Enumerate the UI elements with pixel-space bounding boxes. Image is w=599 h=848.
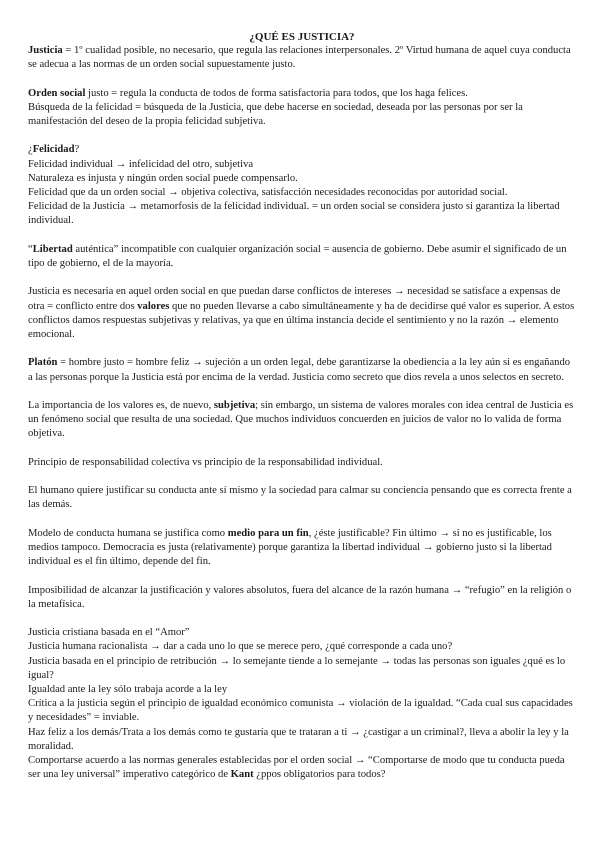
text-segment: Justicia es necesaria en aquel orden social en que puedan darse conflictos de intereses → necesidad se satisface a expensas de otra = conflicto entre dos: [28, 286, 561, 312]
paragraph-block: [28, 527, 576, 570]
document-page: [28, 30, 576, 782]
text-segment: , ¿éste justificable? Fin último → si no es justificable, los medios tampoco. Democracia es justa (relativamente) porque garantiza la libertad individual → gobierno justo si la libertad individual es el fin último, depende del fin.: [28, 527, 552, 568]
paragraph-line: [28, 626, 576, 640]
paragraph-line: [28, 655, 576, 683]
bold-term: medio para un fin: [227, 527, 309, 539]
paragraph-block: [28, 285, 576, 342]
paragraph-block: [28, 44, 576, 72]
text-segment: Imposibilidad de alcanzar la justificación y valores absolutos, fuera del alcance de la razón humana → “refugio” en la religión o la metafísica.: [28, 584, 572, 610]
paragraph-block: [28, 456, 576, 470]
text-segment: Igualdad ante la ley sólo trabaja acorde a la ley: [28, 683, 228, 695]
paragraph-line: [28, 186, 576, 200]
text-segment: ¿: [28, 144, 33, 156]
text-segment: Comportarse acuerdo a las normas generales establecidas por el orden social → “Comportarse de modo que tu conducta pueda ser una ley universal” imperativo categórico de: [28, 754, 565, 781]
paragraph-block: [28, 143, 576, 228]
paragraph-line: [28, 356, 576, 384]
text-segment: ?: [74, 144, 80, 156]
text-segment: justo = regula la conducta de todos de forma satisfactoria para todos, que los haga felices.: [85, 87, 468, 99]
bold-term: Justicia: [28, 45, 63, 56]
text-segment: Modelo de conducta humana se justifica como: [28, 527, 228, 539]
paragraph-block: [28, 87, 576, 130]
text-segment: “: [28, 243, 33, 255]
paragraph-line: [28, 285, 576, 342]
paragraph-block: [28, 399, 576, 442]
paragraph-line: [28, 584, 576, 612]
text-segment: Felicidad que da un orden social → objetiva colectiva, satisfacción necesidades reconocidas por autoridad social.: [28, 187, 508, 198]
paragraph-line: [28, 754, 576, 782]
text-segment: = hombre justo = hombre feliz → sujeción a un orden legal, debe garantizarse la obediencia a la ley aún si es engañando a las personas porque la Justicia está por encima de la verdad. Justicia como secreto que dios revela a unos selectos en secreto.: [28, 357, 571, 383]
text-segment: Felicidad de la Justicia → metamorfosis de la felicidad individual. = un orden social se considera justo si garantiza la libertad individual.: [28, 201, 560, 227]
document-title: ¿QUÉ ES JUSTICIA?: [249, 31, 355, 43]
paragraph-block: [28, 584, 576, 612]
paragraph-line: [28, 172, 576, 186]
paragraph-line: [28, 200, 576, 228]
bold-term: Felicidad: [32, 144, 75, 156]
paragraph-line: [28, 697, 576, 725]
text-segment: auténtica” incompatible con cualquier organización social = ausencia de gobierno. Debe asumir el significado de un tipo de gobierno, el de la mayoría.: [28, 243, 567, 269]
text-segment: El humano quiere justificar su conducta ante sí mismo y la sociedad para calmar su conciencia pensando que es correcta frente a las demás.: [28, 485, 572, 511]
text-segment: Búsqueda de la felicidad = búsqueda de la Justicia, que debe hacerse en sociedad, deseada por las personas por ser la manifestación del deseo de la propia felicidad subjetiva.: [28, 101, 523, 127]
paragraph-block: [28, 626, 576, 782]
text-segment: ; sin embargo, un sistema de valores morales con idea central de Justicia es un fenómeno social que resulta de una sociedad. Que muchos individuos concuerden en juicios de valor no lo valida de forma objetiva.: [28, 399, 574, 440]
paragraph-line: [28, 143, 576, 157]
paragraph-line: [28, 640, 576, 654]
text-segment: ¿ppos obligatorios para todos?: [253, 769, 386, 781]
bold-term: Platón: [28, 357, 58, 369]
text-segment: que no pueden llevarse a cabo simultáneamente y ha de decidirse qué valor es superior. A estos conflictos damos respuestas subjetivas y relativas, ya que en última instancia decide el sentimiento y no la razón → elemento emocional.: [28, 300, 575, 340]
paragraph-line: [28, 683, 576, 697]
paragraph-line: [28, 527, 576, 570]
bold-term: Libertad: [32, 243, 73, 255]
paragraph-line: [28, 158, 576, 172]
paragraph-line: [28, 399, 576, 442]
paragraph-block: [28, 356, 576, 384]
paragraph-line: [28, 484, 576, 512]
bold-term: subjetiva: [213, 399, 256, 411]
text-segment: Justicia cristiana basada en el “Amor”: [28, 627, 190, 639]
paragraph-line: [28, 243, 576, 271]
paragraph-block: [28, 243, 576, 271]
text-segment: Justicia humana racionalista → dar a cada uno lo que se merece pero, ¿qué corresponde a cada uno?: [28, 641, 453, 653]
text-segment: Principio de responsabilidad colectiva vs principio de la responsabilidad individual.: [28, 456, 383, 468]
text-segment: Felicidad individual → infelicidad del otro, subjetiva: [28, 158, 254, 170]
text-segment: = 1º cualidad posible, no necesario, que regula las relaciones interpersonales. 2º Virtud humana de aquel cuya conducta se adecua a las normas de un orden social supuestamente justo.: [28, 45, 571, 71]
paragraph-line: [28, 44, 576, 72]
document-body: [28, 44, 576, 782]
text-segment: Crítica a la justicia según el principio de igualdad económico comunista → violación de la igualdad. “Cada cual sus capacidades y necesidades” = inviable.: [28, 698, 573, 724]
text-segment: La importancia de los valores es, de nuevo,: [28, 399, 214, 411]
paragraph-block: [28, 484, 576, 512]
bold-term: Orden social: [28, 87, 86, 99]
text-segment: Naturaleza es injusta y ningún orden social puede compensarlo.: [28, 172, 298, 184]
text-segment: Justicia basada en el principio de retribución → lo semejante tiende a lo semejante → todas las personas son iguales ¿qué es lo igual?: [28, 655, 566, 681]
bold-term: Kant: [230, 769, 254, 781]
text-segment: Haz feliz a los demás/Trata a los demás como te gustaría que te trataran a ti → ¿castigar a un criminal?, lleva a abolir la ley y la moralidad.: [28, 726, 569, 752]
paragraph-line: [28, 101, 576, 129]
paragraph-line: [28, 456, 576, 470]
paragraph-line: [28, 87, 576, 101]
bold-term: valores: [137, 300, 170, 312]
paragraph-line: [28, 726, 576, 754]
